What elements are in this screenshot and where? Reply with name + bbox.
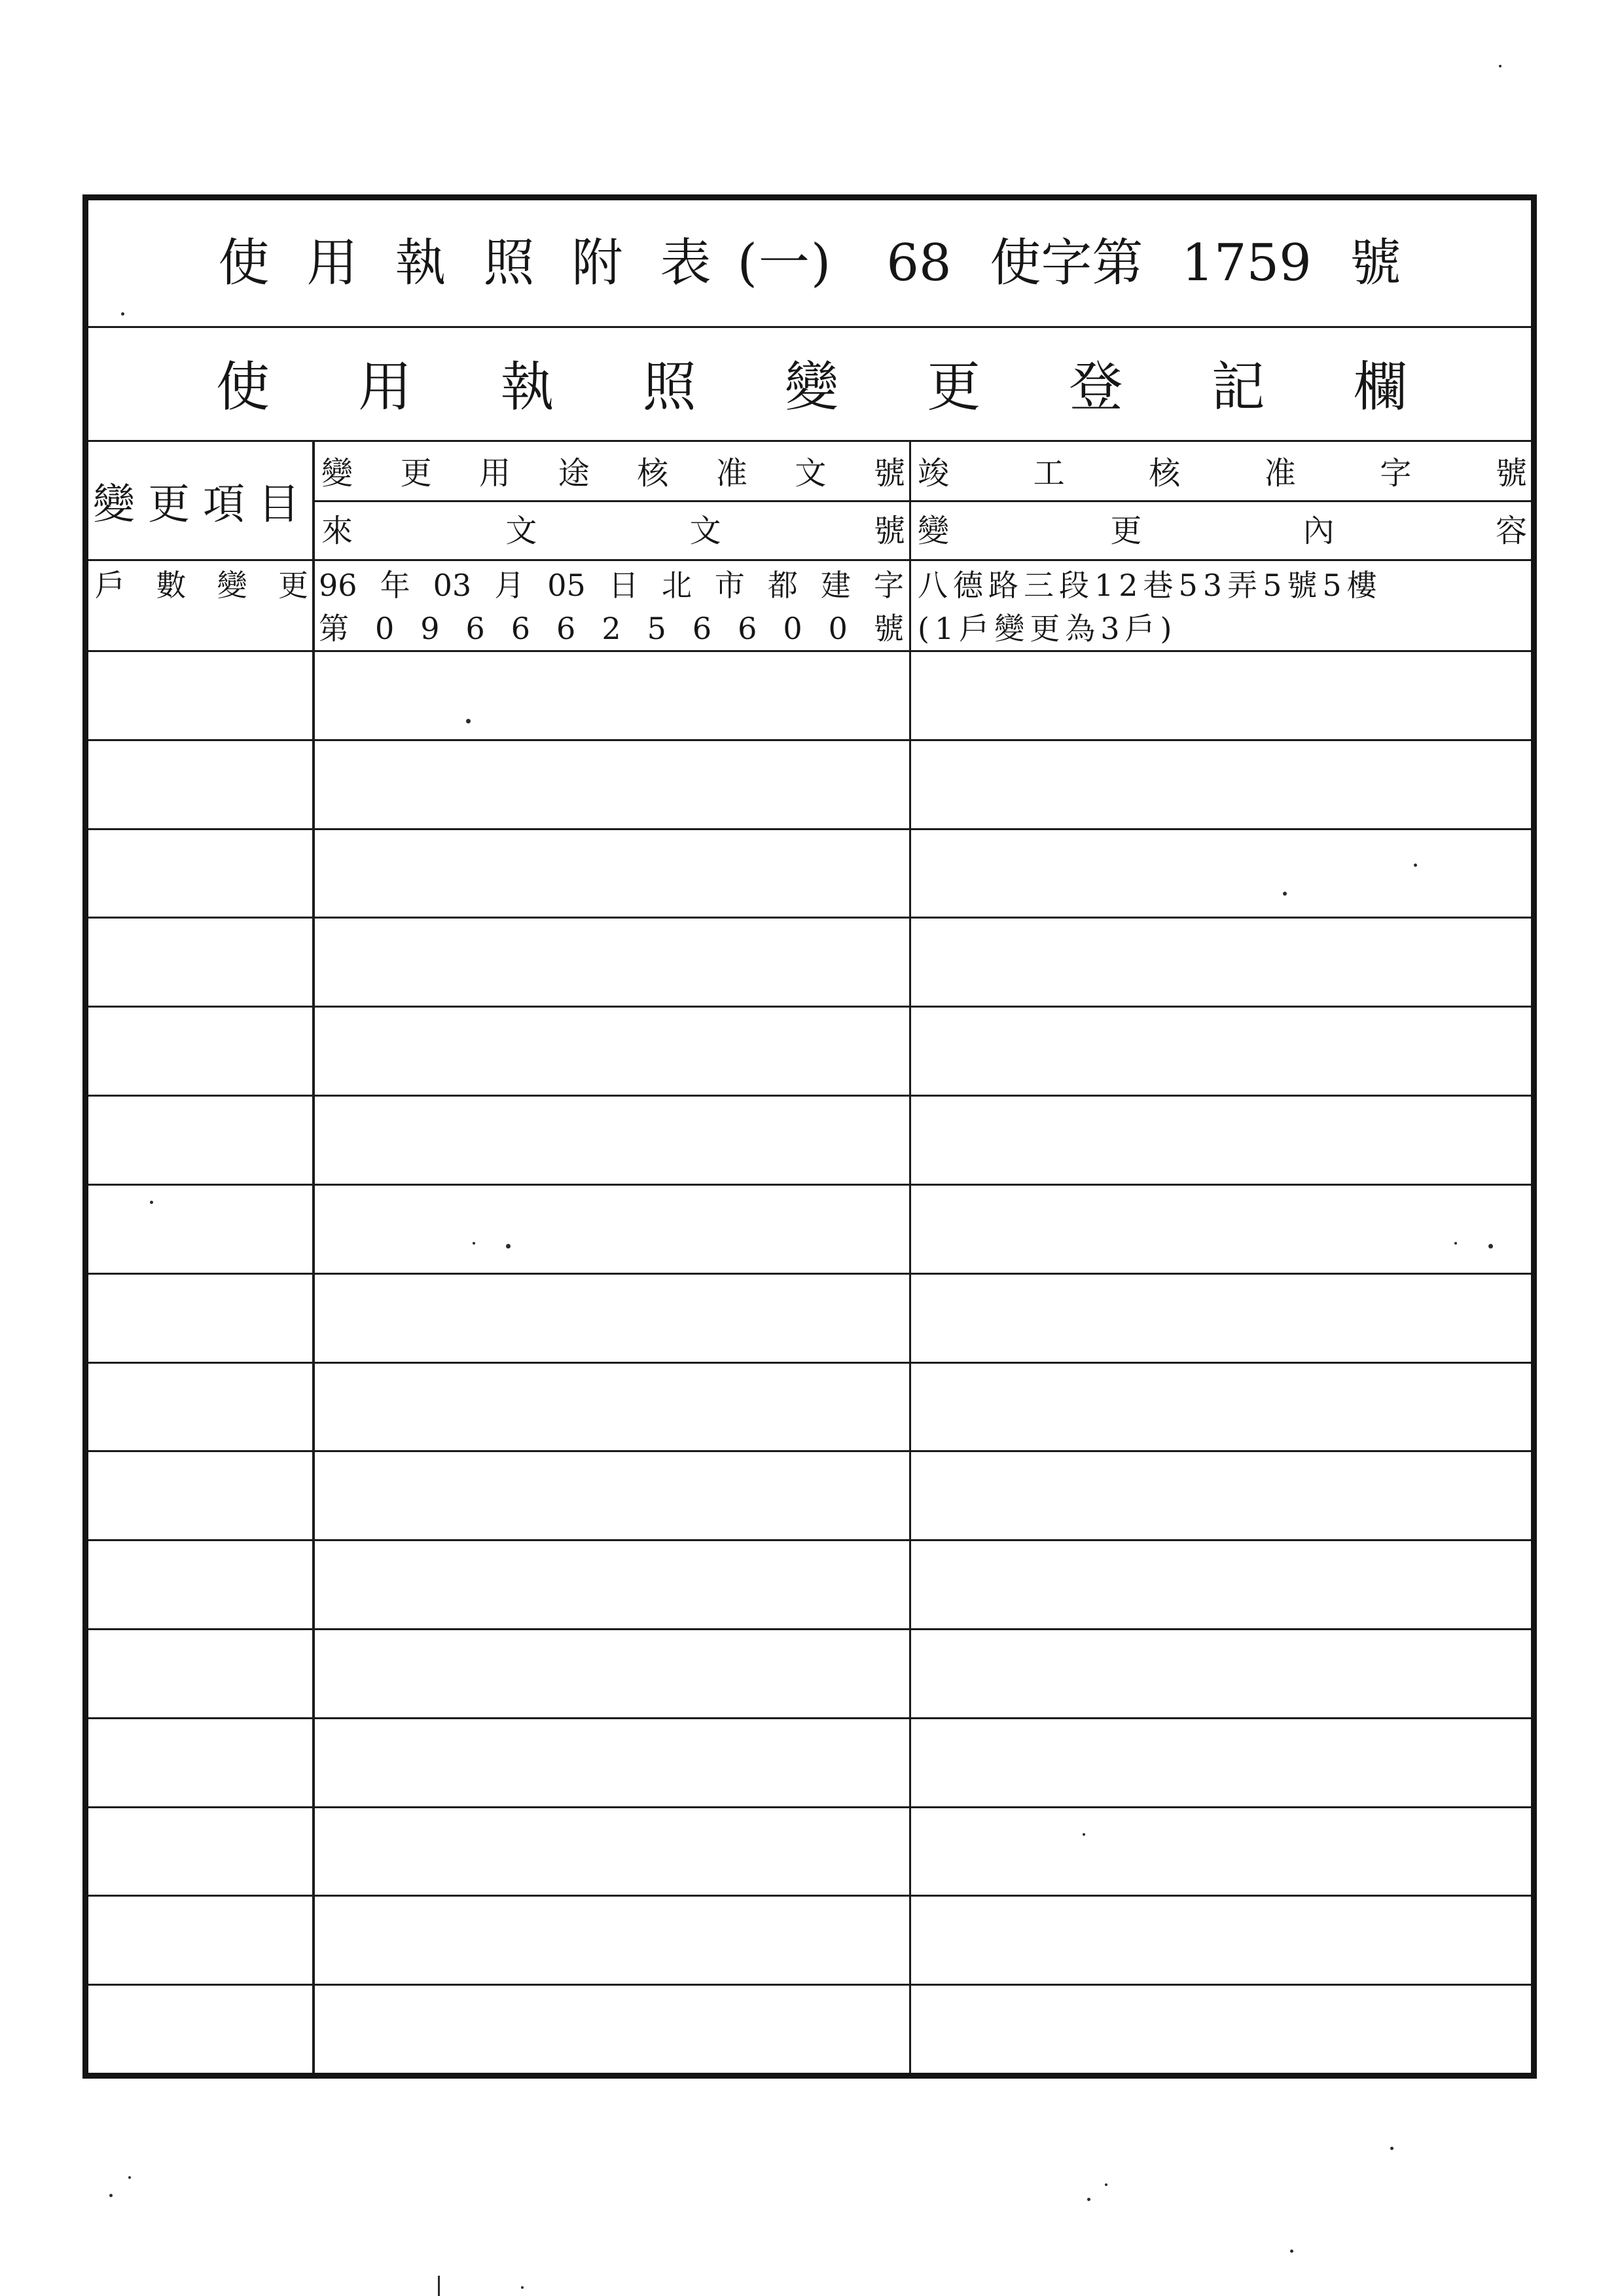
text-glyph: 准	[1264, 454, 1296, 492]
scan-speck	[1414, 864, 1417, 867]
scan-speck	[506, 1244, 511, 1248]
text-glyph: 字	[1380, 454, 1412, 492]
text-glyph: 05	[547, 568, 586, 603]
table-cell	[911, 1541, 1531, 1628]
table-cell	[88, 1897, 315, 1984]
table-cell	[88, 1008, 315, 1095]
table-cell	[315, 919, 911, 1006]
blank-rows	[88, 652, 1531, 2073]
text-glyph: 03	[433, 568, 472, 603]
text-glyph: 號	[873, 454, 905, 492]
table-cell	[88, 1630, 315, 1717]
table-row	[88, 1186, 1531, 1275]
table-cell	[88, 1186, 315, 1273]
scan-speck	[1454, 1242, 1457, 1245]
table-cell	[88, 830, 315, 917]
text-glyph: 市	[714, 568, 745, 603]
text-glyph: 年	[380, 568, 410, 603]
table-row	[88, 919, 1531, 1008]
header-content-column	[911, 442, 1531, 559]
header-incoming-doc-no	[321, 512, 905, 549]
header-cell	[315, 502, 909, 559]
header-cell	[315, 442, 909, 502]
text-glyph: 准	[715, 454, 747, 492]
text-glyph: 途	[558, 454, 590, 492]
text-glyph: 日	[608, 568, 639, 603]
text-glyph: 更	[927, 355, 981, 418]
text-glyph: 0	[783, 611, 802, 646]
table-cell	[315, 1808, 911, 1895]
text-glyph: 6	[465, 611, 485, 646]
table-cell	[911, 652, 1531, 739]
header-change-content	[918, 512, 1527, 549]
table-row	[88, 1897, 1531, 1986]
document-number-cell	[315, 561, 911, 650]
text-glyph: 號	[873, 512, 905, 549]
scan-speck	[1499, 65, 1501, 67]
table-row	[88, 652, 1531, 741]
table-cell	[911, 741, 1531, 828]
text-glyph: 戶	[95, 568, 125, 603]
scan-speck	[109, 2194, 113, 2197]
text-glyph: 登	[1069, 355, 1123, 418]
change-item	[95, 564, 308, 607]
table-row	[88, 830, 1531, 919]
text-glyph: 號	[873, 611, 904, 646]
text-glyph: 照	[642, 355, 696, 418]
header-cell	[911, 502, 1531, 559]
scan-speck	[521, 2286, 524, 2289]
table-cell	[88, 741, 315, 828]
table-cell	[88, 1097, 315, 1184]
text-glyph: 數	[156, 568, 187, 603]
scan-speck	[466, 719, 471, 723]
text-glyph: 6	[511, 611, 531, 646]
header-approval-doc-no	[321, 454, 905, 492]
text-glyph: 文	[505, 512, 537, 549]
table-cell	[911, 1452, 1531, 1539]
table-cell	[315, 1364, 911, 1451]
text-glyph: 使	[216, 355, 270, 418]
scan-speck	[1087, 2198, 1090, 2201]
text-glyph: 更	[1110, 512, 1142, 549]
table-cell	[88, 1452, 315, 1539]
document-number-line	[319, 607, 904, 650]
text-glyph: 都	[767, 568, 798, 603]
text-glyph: 文	[795, 454, 827, 492]
text-glyph: 北	[661, 568, 692, 603]
scan-mark	[438, 2276, 440, 2296]
change-description: (1戶變更為3戶)	[918, 611, 1178, 646]
change-item-cell	[88, 561, 315, 650]
table-cell	[911, 1719, 1531, 1806]
text-glyph: 96	[319, 568, 357, 603]
text-glyph: 來	[321, 512, 353, 549]
table-cell	[315, 1541, 911, 1628]
table-cell	[911, 1364, 1531, 1451]
table-cell	[88, 1364, 315, 1451]
table-cell	[315, 830, 911, 917]
text-glyph: 核	[1149, 454, 1181, 492]
table-cell	[315, 1719, 911, 1806]
text-glyph: 月	[494, 568, 525, 603]
table-cell	[315, 652, 911, 739]
text-glyph: 執	[500, 355, 554, 418]
scan-speck	[121, 312, 124, 316]
table-row	[88, 1364, 1531, 1453]
table-cell	[315, 1186, 911, 1273]
text-glyph: 變	[217, 568, 247, 603]
text-glyph: 更	[278, 568, 308, 603]
table-row	[88, 1452, 1531, 1541]
change-address: 八德路三段12巷53弄5號5樓	[918, 568, 1382, 603]
scan-speck	[473, 1242, 475, 1245]
table-row	[88, 1986, 1531, 2073]
text-glyph: 0	[828, 611, 848, 646]
section-heading-text	[216, 355, 1407, 418]
table-row	[88, 1719, 1531, 1808]
table-cell	[315, 1630, 911, 1717]
scan-speck	[1390, 2147, 1393, 2150]
table-row	[88, 1808, 1531, 1897]
table-cell	[88, 1986, 315, 2073]
table-row	[88, 1097, 1531, 1186]
scan-speck	[128, 2176, 131, 2179]
header-document-column	[315, 442, 911, 559]
table-row	[88, 1275, 1531, 1364]
table-row	[88, 1630, 1531, 1719]
table-cell	[911, 1186, 1531, 1273]
license-number: 68 使字第 1759 號	[886, 234, 1401, 293]
header-change-item: 變更項目	[88, 442, 315, 559]
table-cell	[88, 1541, 315, 1628]
table-cell	[911, 1808, 1531, 1895]
license-change-registration-form	[82, 194, 1537, 2079]
text-glyph: 5	[647, 611, 666, 646]
table-row	[88, 1008, 1531, 1097]
text-glyph: 建	[820, 568, 851, 603]
table-cell	[315, 1986, 911, 2073]
text-glyph: 容	[1495, 512, 1527, 549]
text-glyph: 工	[1033, 454, 1065, 492]
text-glyph: 變	[784, 355, 838, 418]
text-glyph: 6	[692, 611, 712, 646]
header-completion-approval-no	[918, 454, 1527, 492]
table-cell	[88, 1275, 315, 1362]
section-heading	[88, 328, 1531, 442]
document-date-line	[319, 564, 904, 607]
table-cell	[315, 741, 911, 828]
title-appendix-number: (一)	[737, 234, 833, 293]
title-main: 使用執照附表	[218, 234, 749, 293]
text-glyph: 字	[873, 568, 904, 603]
table-cell	[315, 1897, 911, 1984]
text-glyph: 變	[918, 512, 950, 549]
table-cell	[315, 1097, 911, 1184]
table-cell	[88, 1808, 315, 1895]
table-row	[88, 741, 1531, 830]
scan-speck	[1105, 2183, 1107, 2186]
text-glyph: 文	[689, 512, 721, 549]
scan-speck	[150, 1201, 153, 1204]
table-row	[88, 1541, 1531, 1630]
table-cell	[315, 1275, 911, 1362]
text-glyph: 用	[479, 454, 511, 492]
table-cell	[88, 652, 315, 739]
text-glyph: 內	[1303, 512, 1335, 549]
text-glyph: 0	[374, 611, 395, 646]
text-glyph: 9	[420, 611, 440, 646]
change-content-cell	[911, 561, 1531, 650]
scan-speck	[1283, 892, 1287, 896]
text-glyph: 2	[602, 611, 621, 646]
text-glyph: 第	[319, 611, 349, 646]
table-cell	[315, 1008, 911, 1095]
table-cell	[911, 1008, 1531, 1095]
text-glyph: 竣	[918, 454, 950, 492]
text-glyph: 更	[400, 454, 432, 492]
form-title	[88, 200, 1531, 328]
text-glyph: 記	[1211, 355, 1265, 418]
table-cell	[911, 1986, 1531, 2073]
table-cell	[911, 1275, 1531, 1362]
table-cell	[911, 1097, 1531, 1184]
scan-speck	[1083, 1833, 1085, 1836]
table-header	[88, 442, 1531, 561]
table-cell	[88, 1719, 315, 1806]
text-glyph: 6	[556, 611, 576, 646]
table-cell	[88, 919, 315, 1006]
text-glyph: 核	[637, 454, 669, 492]
table-cell	[911, 1630, 1531, 1717]
text-glyph: 欄	[1353, 355, 1407, 418]
table-cell	[911, 830, 1531, 917]
table-cell	[911, 919, 1531, 1006]
scan-speck	[1290, 2250, 1293, 2253]
header-cell	[911, 442, 1531, 502]
text-glyph: 號	[1495, 454, 1527, 492]
text-glyph: 6	[738, 611, 757, 646]
table-cell	[315, 1452, 911, 1539]
table-row	[88, 561, 1531, 652]
text-glyph: 用	[358, 355, 412, 418]
table-cell	[911, 1897, 1531, 1984]
text-glyph: 變	[321, 454, 353, 492]
scan-speck	[1488, 1244, 1493, 1248]
